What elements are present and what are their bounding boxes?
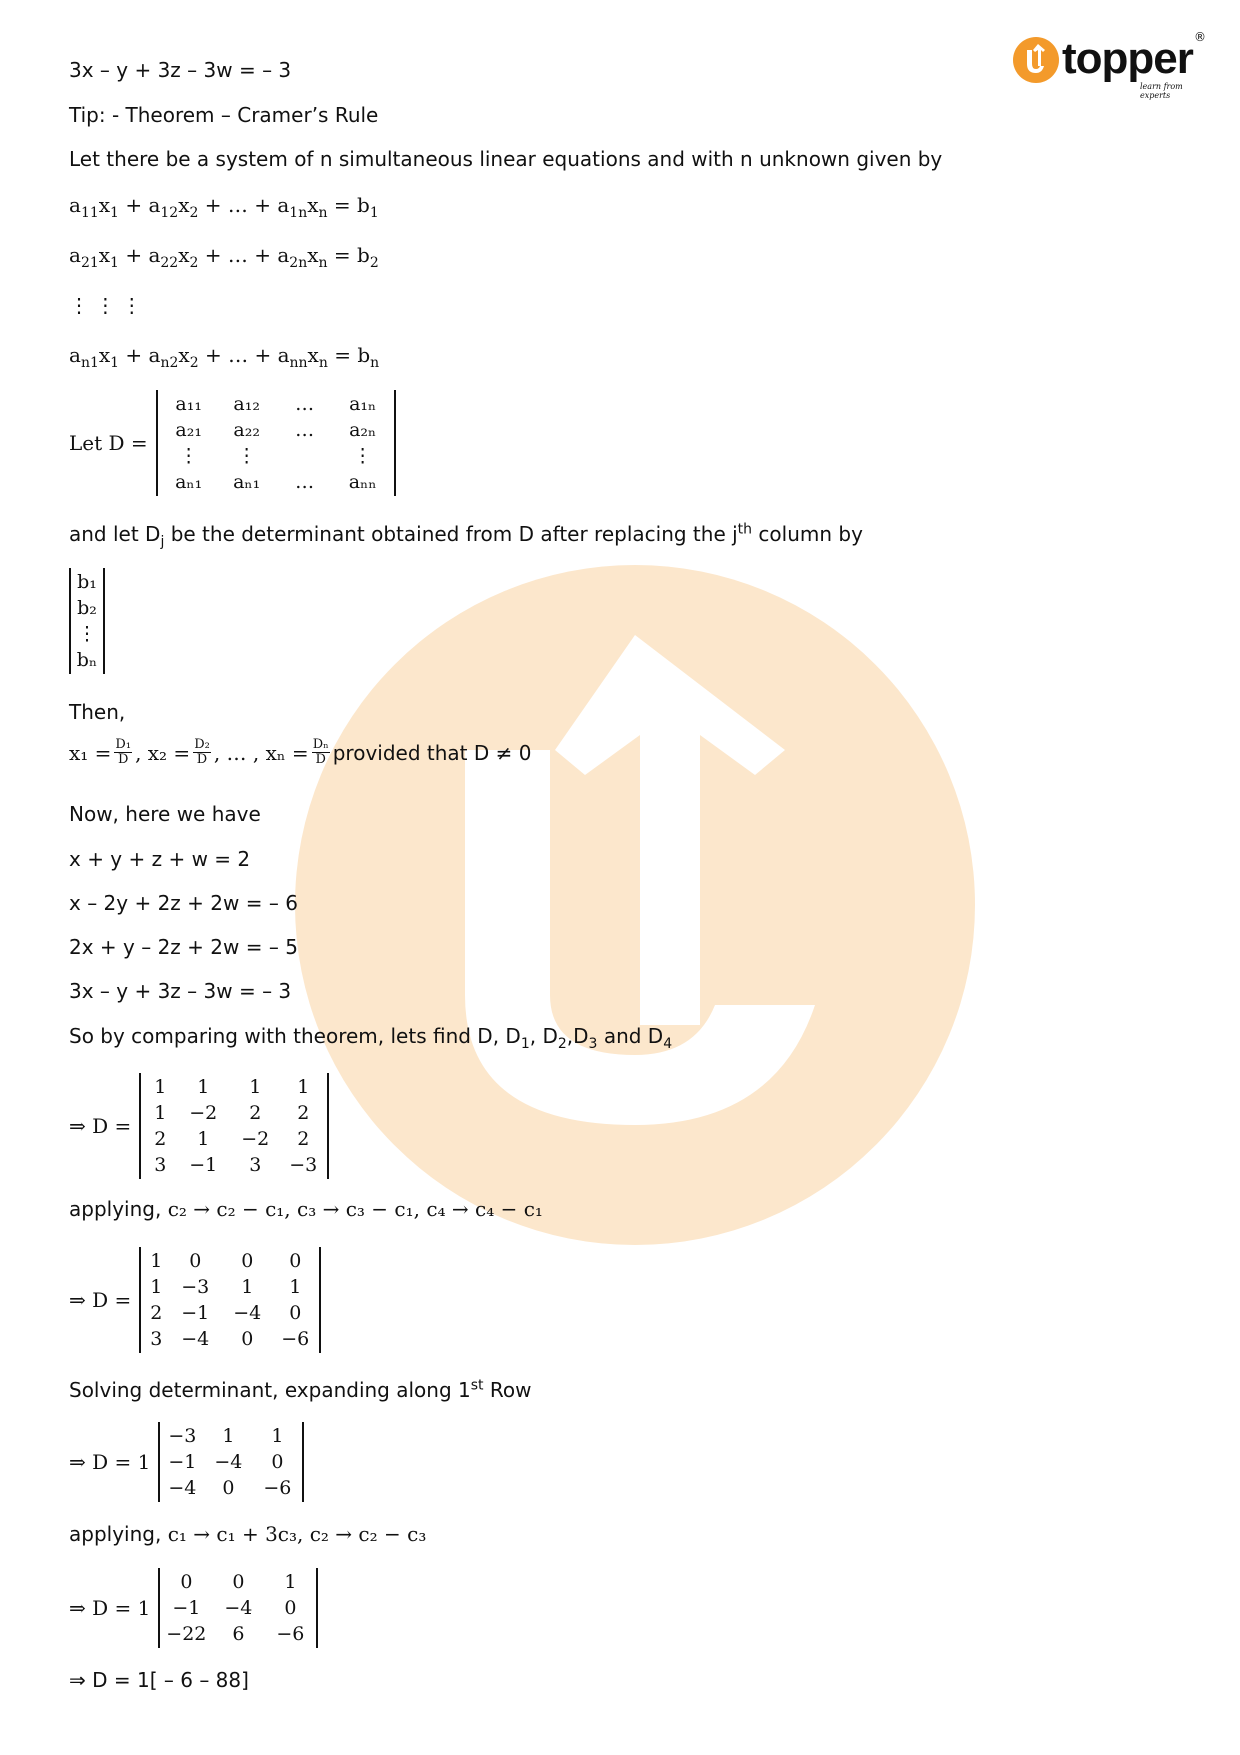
- compare-line: So by comparing with theorem, lets find D, $D_1$, $D_2,D_3$ and $D_4$: [69, 1024, 673, 1052]
- matrix-cell: −4: [224, 1597, 253, 1619]
- matrix-cell: −6: [276, 1623, 305, 1645]
- then-line: Then,: [69, 700, 126, 724]
- matrix-cell: 0: [241, 1328, 254, 1350]
- system-equation-4: 3x – y + 3z – 3w = – 3: [69, 979, 292, 1003]
- determinant-3x3-reduced: ⇒ D = 1 0 0 1 −1 −4 0 −22 6 −6: [69, 1568, 318, 1648]
- provided-condition: provided that D ≠ 0: [332, 740, 532, 765]
- matrix-cell: 1: [197, 1128, 210, 1150]
- matrix-cell: 1: [150, 1276, 163, 1298]
- matrix-cell: a₂ₙ: [349, 419, 377, 441]
- determinant-d-reduced: ⇒ D = 1 0 0 0 1 −3 1 1 2 −1 −4 0 3 −4 0 −6: [69, 1247, 321, 1353]
- matrix-cell: ⋮: [353, 445, 373, 467]
- matrix-cell: −4: [233, 1302, 262, 1324]
- matrix-cell: …: [295, 471, 315, 493]
- solving-line: Solving determinant, expanding along 1st Row: [69, 1377, 532, 1402]
- matrix-cell: −4: [214, 1451, 243, 1473]
- matrix-cell: 0: [222, 1477, 235, 1499]
- topper-logo: [1012, 30, 1207, 100]
- matrix-cell: 0: [289, 1250, 302, 1272]
- matrix-cell: 6: [232, 1623, 245, 1645]
- matrix-cell: ⋮: [77, 623, 97, 645]
- dj-definition-line: and let $D_j$ be the determinant obtained from D after replacing the $j^{th}$ column by: [69, 521, 863, 550]
- applying-step-1: applying, c₂ → c₂ − c₁, c₃ → c₃ − c₁, c₄ → c₄ − c₁: [69, 1197, 543, 1221]
- matrix-cell: [276, 444, 334, 468]
- b-column-matrix: [69, 568, 105, 674]
- matrix-cell: b₂: [77, 597, 97, 619]
- matrix-cell: 1: [241, 1276, 254, 1298]
- matrix-cell: b₁: [77, 571, 97, 593]
- general-equation-2: $a_{21}x_1 + a_{22}x_2$ + … + $a_{2n}x_n = b_2$: [69, 243, 379, 271]
- matrix-cell: 2: [297, 1128, 310, 1150]
- matrix-cell: 2: [154, 1128, 167, 1150]
- matrix-cell: …: [295, 393, 315, 415]
- matrix-cell: −6: [281, 1328, 310, 1350]
- matrix-cell: 1: [271, 1425, 284, 1447]
- matrix-cell: −1: [172, 1597, 201, 1619]
- logo-registered: ®: [1194, 30, 1206, 44]
- matrix-cell: −2: [241, 1128, 270, 1150]
- matrix-cell: −1: [189, 1154, 218, 1176]
- matrix-cell: 2: [150, 1302, 163, 1324]
- system-equation-1: x + y + z + w = 2: [69, 847, 251, 871]
- matrix-cell: −6: [263, 1477, 292, 1499]
- matrix-cell: 1: [222, 1425, 235, 1447]
- matrix-cell: 1: [197, 1076, 210, 1098]
- cramer-formula: x₁ = $\frac{\text{D₁}}{D}$ , x₂ = $\frac{\text{D₂}}{D}$ , … , xₙ = $\frac{\text{Dₙ}}{D}$ provided that D ≠ 0: [69, 737, 532, 767]
- vertical-dots: ⋮ ⋮ ⋮: [69, 293, 142, 317]
- watermark-logo: [295, 565, 975, 1245]
- determinant-d-matrix: [139, 1073, 329, 1179]
- matrix-cell: −4: [168, 1477, 197, 1499]
- matrix-cell: aₙ₁: [175, 471, 203, 493]
- general-determinant: [156, 390, 396, 496]
- matrix-cell: aₙₙ: [348, 471, 377, 493]
- matrix-cell: 0: [241, 1250, 254, 1272]
- determinant-d-reduced-matrix: [139, 1247, 321, 1353]
- intro-line: Let there be a system of n simultaneous linear equations and with n unknown given by: [69, 147, 943, 171]
- applying-step-2: applying, c₁ → c₁ + 3c₃, c₂ → c₂ − c₃: [69, 1522, 427, 1546]
- matrix-cell: …: [295, 419, 315, 441]
- matrix-cell: 3: [150, 1328, 163, 1350]
- matrix-cell: 1: [297, 1076, 310, 1098]
- column-operations-2: c₁ → c₁ + 3c₃, c₂ → c₂ − c₃: [167, 1522, 427, 1546]
- matrix-cell: 1: [284, 1571, 297, 1593]
- matrix-cell: 0: [232, 1571, 245, 1593]
- matrix-cell: a₁ₙ: [349, 393, 377, 415]
- general-equation-n: $a_{n1}x_1 + a_{n2}x_2$ + … + $a_{nn}x_n = b_n$: [69, 343, 380, 371]
- matrix-cell: a₁₁: [175, 393, 202, 415]
- let-d-definition: [69, 390, 396, 496]
- matrix-cell: 2: [297, 1102, 310, 1124]
- matrix-cell: 1: [249, 1076, 262, 1098]
- matrix-cell: 2: [249, 1102, 262, 1124]
- column-operations-1: c₂ → c₂ − c₁, c₃ → c₃ − c₁, c₄ → c₄ − c₁: [167, 1197, 543, 1221]
- matrix-cell: −1: [181, 1302, 210, 1324]
- matrix-cell: −1: [168, 1451, 197, 1473]
- logo-tagline: learn from experts: [1140, 82, 1183, 100]
- matrix-cell: 3: [154, 1154, 167, 1176]
- matrix-cell: a₁₂: [233, 393, 260, 415]
- matrix-cell: −4: [181, 1328, 210, 1350]
- matrix-cell: a₂₁: [175, 419, 202, 441]
- matrix-cell: 0: [189, 1250, 202, 1272]
- b-column-vector: [69, 568, 105, 674]
- matrix-cell: 3: [249, 1154, 262, 1176]
- determinant-3x3-reduced-matrix: [158, 1568, 318, 1648]
- matrix-cell: −3: [289, 1154, 318, 1176]
- matrix-cell: 0: [180, 1571, 193, 1593]
- matrix-cell: −3: [181, 1276, 210, 1298]
- system-equation-2: x – 2y + 2z + 2w = – 6: [69, 891, 298, 915]
- logo-text: topper: [1062, 34, 1193, 83]
- matrix-cell: a₂₂: [233, 419, 260, 441]
- matrix-cell: 0: [289, 1302, 302, 1324]
- matrix-cell: ⋮: [179, 445, 199, 467]
- matrix-cell: 1: [150, 1250, 163, 1272]
- matrix-cell: 1: [154, 1076, 167, 1098]
- matrix-cell: −2: [189, 1102, 218, 1124]
- matrix-cell: 0: [271, 1451, 284, 1473]
- equation-line: 3x – y + 3z – 3w = – 3: [69, 58, 292, 82]
- matrix-cell: aₙ₁: [233, 471, 261, 493]
- determinant-d: ⇒ D = 1 1 1 1 1 −2 2 2 2 1 −2 2 3 −1 3 −3: [69, 1073, 329, 1179]
- tip-line: Tip: - Theorem – Cramer’s Rule: [69, 103, 379, 127]
- matrix-cell: −22: [166, 1623, 207, 1645]
- determinant-3x3: ⇒ D = 1 −3 1 1 −1 −4 0 −4 0 −6: [69, 1422, 304, 1502]
- matrix-cell: 1: [154, 1102, 167, 1124]
- final-result-line: ⇒ D = 1[ – 6 – 88]: [69, 1668, 249, 1692]
- matrix-cell: bₙ: [76, 649, 98, 671]
- matrix-cell: 0: [284, 1597, 297, 1619]
- matrix-cell: ⋮: [237, 445, 257, 467]
- matrix-cell: 1: [289, 1276, 302, 1298]
- now-line: Now, here we have: [69, 802, 261, 826]
- let-d-label: Let D =: [69, 431, 148, 455]
- logo-icon: [1012, 36, 1060, 84]
- matrix-cell: −3: [168, 1425, 197, 1447]
- system-equation-3: 2x + y – 2z + 2w = – 5: [69, 935, 298, 959]
- general-equation-1: $a_{11}x_1 + a_{12}x_2$ + … + $a_{1n}x_n = b_1$: [69, 193, 379, 221]
- determinant-3x3-matrix: [158, 1422, 304, 1502]
